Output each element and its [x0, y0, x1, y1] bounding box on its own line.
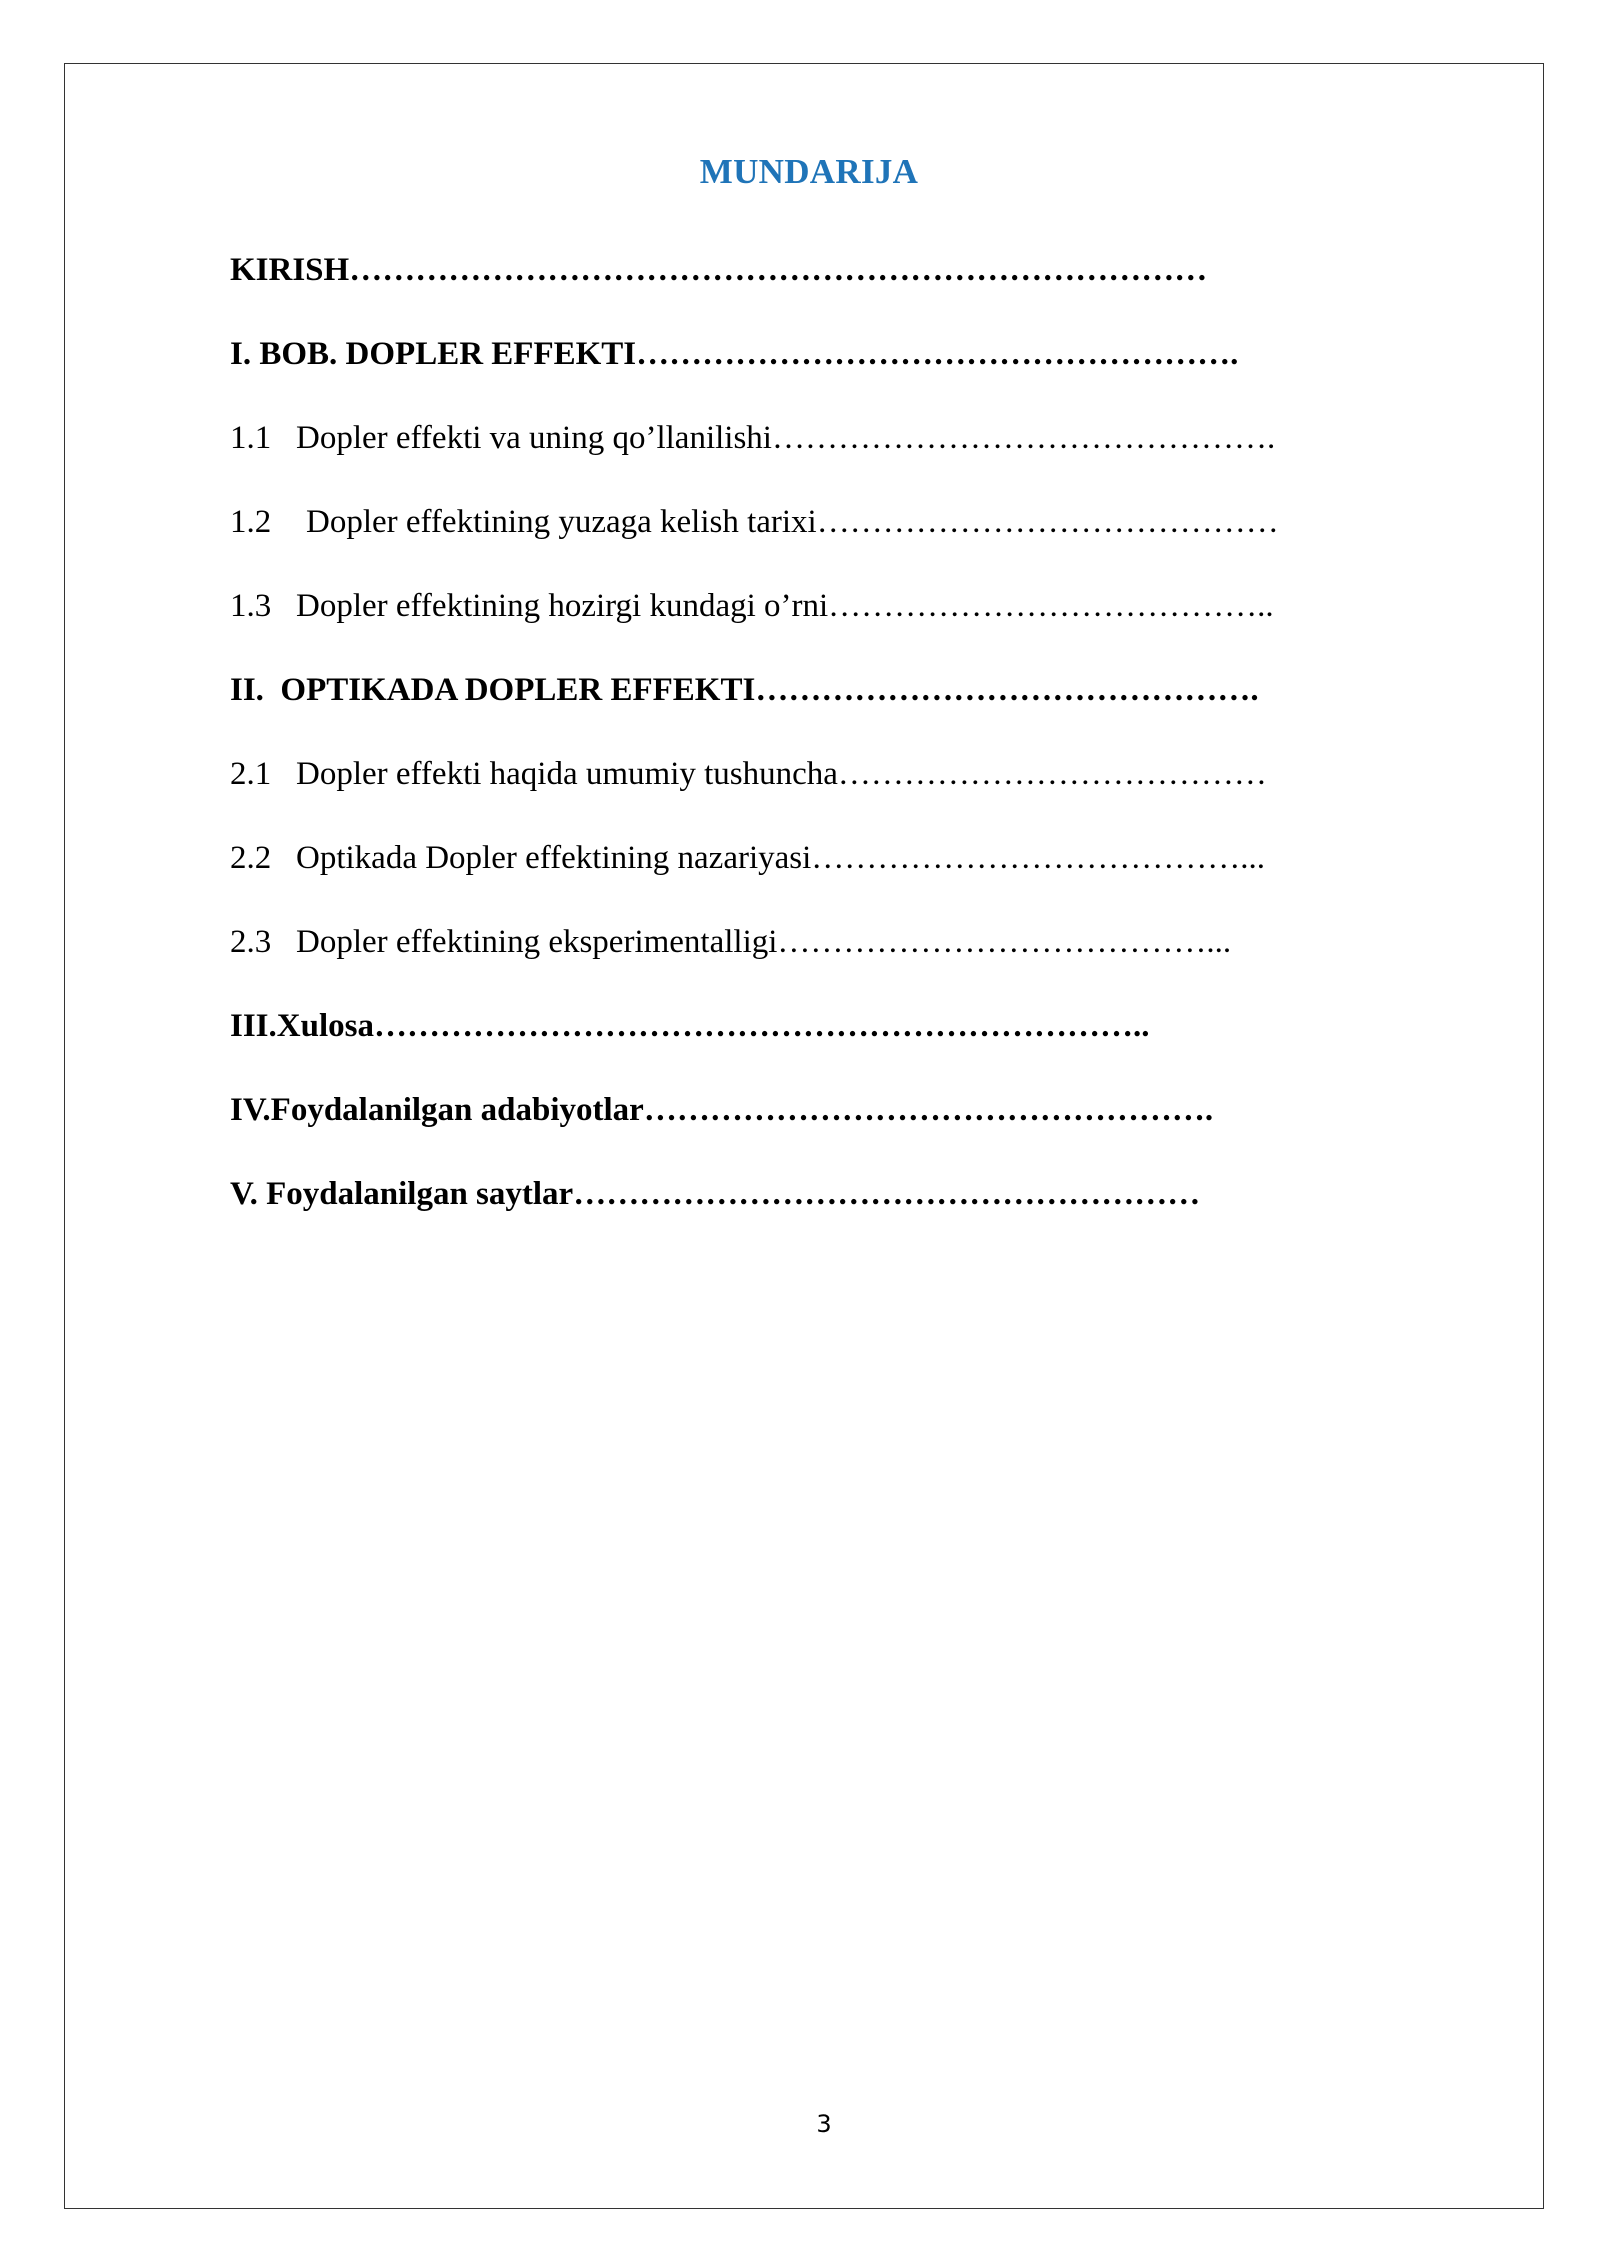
toc-entry-text: Dopler effektining eksperimentalligi: [296, 924, 778, 960]
toc-entry-references: [230, 1084, 1430, 1168]
toc-entry-number: 1.2: [230, 504, 272, 540]
toc-entry-websites: [230, 1168, 1430, 1252]
toc-entry-text: Dopler effektining hozirgi kundagi o’rni: [296, 588, 829, 624]
toc-leader-dots: ……………………………………………………………..: [373, 1008, 1150, 1044]
toc-entry-number: 1.3: [230, 588, 272, 624]
toc-entry-text: IV.Foydalanilgan adabiyotlar: [230, 1092, 644, 1128]
toc-entry-text: Dopler effekti va uning qo’llanilishi: [296, 420, 772, 456]
toc-entry-text: Optikada Dopler effektining nazariyasi: [296, 840, 812, 876]
toc-leader-dots: …………………………………...: [777, 924, 1232, 960]
toc-entry-2-2: [230, 832, 1430, 916]
toc-entry-chapter-2: [230, 664, 1430, 748]
toc-entry-text: V. Foydalanilgan saytlar: [230, 1176, 574, 1212]
table-of-contents: [230, 244, 1430, 1252]
toc-entry-text: I. BOB. DOPLER EFFEKTI: [230, 336, 637, 372]
toc-leader-dots: ……………………………………….: [755, 672, 1259, 708]
page-number: 3: [816, 2110, 832, 2138]
toc-entry-text: III.Xulosa: [230, 1008, 374, 1044]
toc-entry-1-3: [230, 580, 1430, 664]
toc-leader-dots: …………………………………………….: [643, 1092, 1214, 1128]
toc-entry-1-1: [230, 412, 1430, 496]
toc-leader-dots: ……………………………………….: [771, 420, 1276, 456]
toc-entry-number: 2.1: [230, 756, 272, 792]
toc-entry-kirish: [230, 244, 1430, 328]
toc-entry-number: 1.1: [230, 420, 272, 456]
toc-leader-dots: ……………………………………………………………………: [349, 252, 1208, 288]
toc-entry-text: Dopler effekti haqida umumiy tushuncha: [296, 756, 838, 792]
page-title: MUNDARIJA: [699, 152, 919, 191]
toc-entry-number: 2.3: [230, 924, 272, 960]
toc-leader-dots: …………………………………………………: [573, 1176, 1201, 1212]
toc-leader-dots: ……………………………………: [816, 504, 1279, 540]
toc-leader-dots: …………………………………..: [828, 588, 1274, 624]
toc-entry-chapter-1: [230, 328, 1430, 412]
toc-entry-number: 2.2: [230, 840, 272, 876]
toc-entry-text: KIRISH: [230, 252, 350, 288]
toc-entry-2-3: [230, 916, 1430, 1000]
toc-leader-dots: ……………………………………………….: [636, 336, 1239, 372]
toc-entry-conclusion: [230, 1000, 1430, 1084]
toc-entry-2-1: [230, 748, 1430, 832]
toc-entry-text: Dopler effektining yuzaga kelish tarixi: [306, 504, 817, 540]
toc-leader-dots: …………………………………...: [811, 840, 1266, 876]
toc-entry-text: II. OPTIKADA DOPLER EFFEKTI: [230, 672, 756, 708]
toc-entry-1-2: [230, 496, 1430, 580]
toc-leader-dots: …………………………………: [837, 756, 1267, 792]
